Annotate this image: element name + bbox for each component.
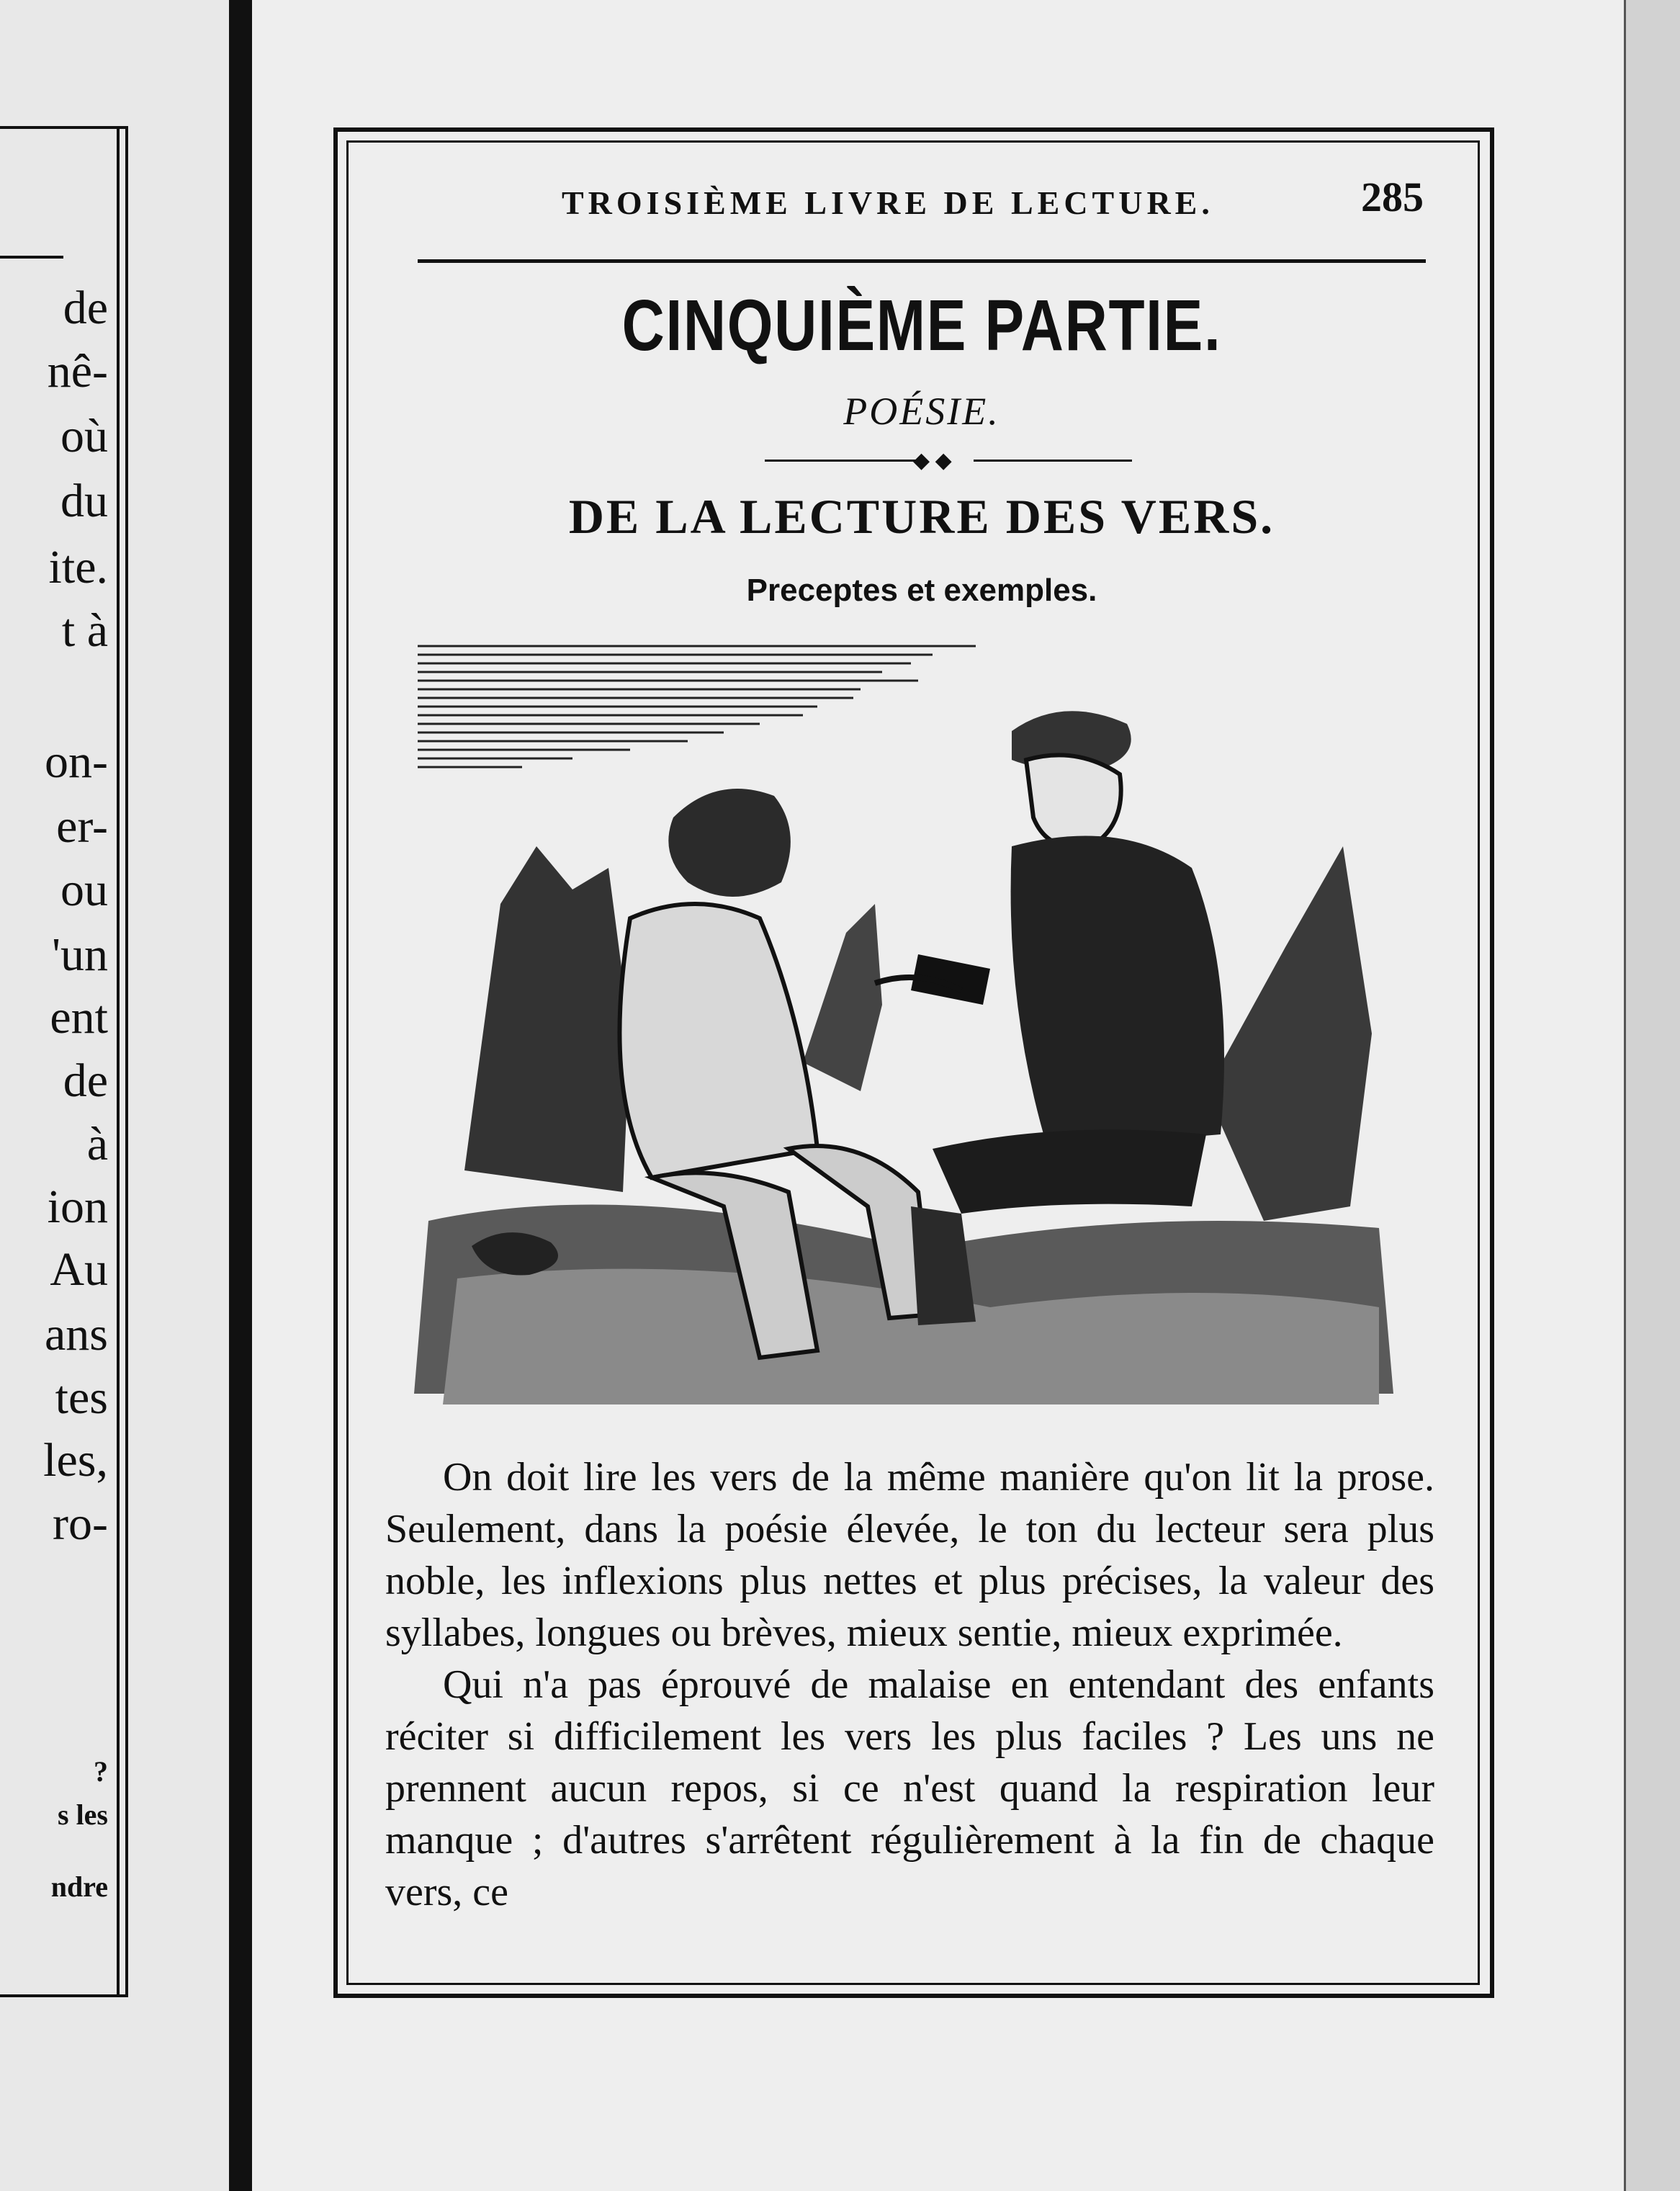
left-fragment: ou: [60, 864, 108, 916]
left-fragment: s les: [58, 1798, 108, 1831]
part-subtitle: POÉSIE.: [843, 390, 1000, 433]
section-title: DE LA LECTURE DES VERS.: [568, 489, 1275, 544]
ornament-rule-left: [765, 460, 923, 462]
ornament-dots-icon: ◆ ◆: [913, 449, 952, 472]
left-page: [0, 0, 229, 2191]
book-gutter: [229, 0, 252, 2191]
left-fragment: ite.: [48, 541, 108, 593]
left-fragment: on-: [45, 735, 108, 788]
ornament-rule-right: [974, 460, 1132, 462]
part-title: CINQUIÈME PARTIE.: [621, 285, 1222, 366]
left-fragment: de: [63, 282, 108, 334]
page-number: 285: [1361, 174, 1424, 220]
left-fragment: nê-: [47, 345, 108, 398]
left-fragment: 'un: [52, 928, 108, 981]
left-fragment: à: [86, 1118, 108, 1170]
running-title: TROISIÈME LIVRE DE LECTURE.: [562, 184, 1214, 221]
left-fragment: Au: [50, 1243, 108, 1296]
paragraph: Qui n'a pas éprouvé de malaise en entendant des enfants réciter si difficilement les vers les plus faciles ? Les uns ne prennent aucun repos, si ce n'est quand la respiration leur manque ; d'autres s'arrêtent régulièrement à la fin de chaque vers, ce: [385, 1662, 1434, 1914]
left-fragment: er-: [56, 800, 108, 853]
engraving-two-boys-reading-icon: [414, 630, 1408, 1412]
left-fragment: t à: [61, 604, 108, 657]
page-edge: [1624, 0, 1680, 2191]
left-fragment: ro-: [53, 1497, 108, 1550]
section-subtitle: Preceptes et exemples.: [746, 573, 1097, 608]
header-rule: [418, 259, 1426, 263]
body-text: [385, 1451, 1434, 1918]
left-page-rule: [0, 256, 63, 259]
left-fragment: où: [60, 410, 108, 462]
left-fragment: ans: [45, 1308, 108, 1361]
left-fragment: les,: [43, 1434, 108, 1487]
left-fragment: tes: [55, 1371, 108, 1424]
paragraph: On doit lire les vers de la même manière qu'on lit la prose. Seulement, dans la poésie élevée, le ton du lecteur sera plus noble, les inflexions plus nettes et plus précises, la valeur des syllabes, longues ou brèves, mieux sentie, mieux exprimée.: [385, 1455, 1434, 1655]
left-fragment: ndre: [50, 1870, 108, 1903]
left-fragment: du: [60, 475, 108, 527]
left-fragment: ion: [47, 1180, 108, 1233]
left-fragment: ?: [94, 1755, 108, 1788]
left-fragment: de: [63, 1054, 108, 1107]
left-fragment: ent: [50, 991, 108, 1044]
